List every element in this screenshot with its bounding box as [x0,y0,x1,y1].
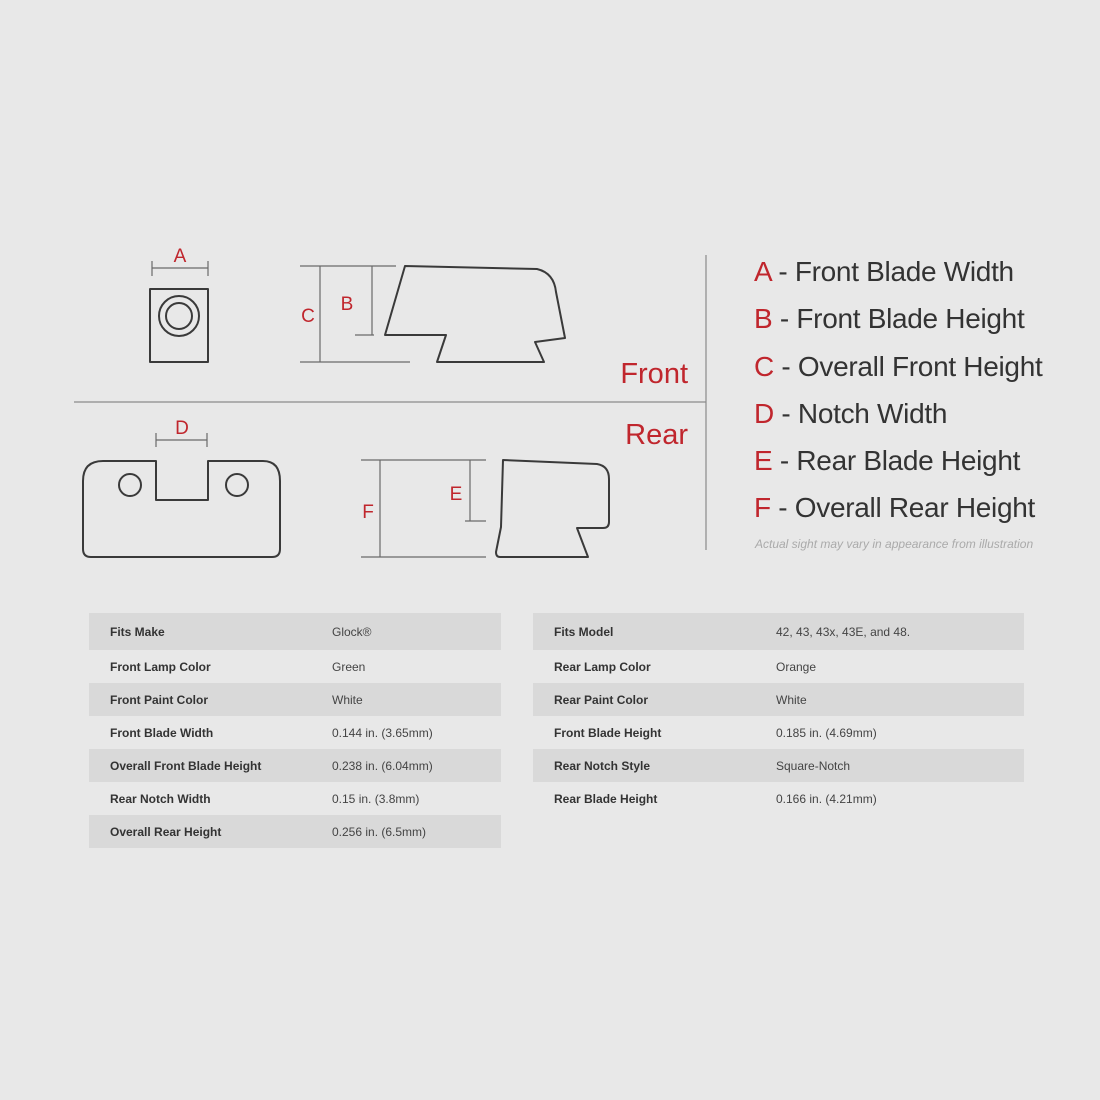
spec-value: White [332,683,501,716]
label-e: E [449,484,463,505]
spec-label: Overall Front Blade Height [89,749,332,782]
table-row [89,650,501,683]
rear-label: Rear [625,419,688,451]
spec-value: Glock® [332,613,501,650]
legend-key: F [754,492,771,524]
front-label: Front [620,358,688,390]
legend-item-f [754,484,1042,531]
legend-item-a [754,248,1042,295]
legend-item-e [754,437,1042,484]
specs-table-right [533,613,1024,815]
rear-sight-end-view [83,418,280,557]
spec-label: Rear Lamp Color [554,659,651,674]
legend-text: - Rear Blade Height [772,445,1021,477]
spec-value: 0.238 in. (6.04mm) [332,749,501,782]
legend-item-b [754,295,1042,342]
spec-label: Rear Blade Height [554,791,658,806]
dimension-legend [754,248,1042,532]
legend-key: D [754,397,774,429]
spec-value: 0.15 in. (3.8mm) [332,791,420,806]
legend-text: - Overall Front Height [773,350,1043,382]
label-a: A [173,246,187,267]
table-row [89,683,501,716]
legend-key: E [754,445,773,477]
spec-value: White [776,683,1024,716]
table-row [533,782,1024,815]
table-row [89,749,501,782]
table-row [533,613,1024,650]
spec-value: 0.166 in. (4.21mm) [776,791,877,806]
illustration-disclaimer: Actual sight may vary in appearance from illustration [755,537,1034,551]
spec-value: 0.256 in. (6.5mm) [332,815,501,848]
label-f: F [362,502,374,523]
legend-text: - Front Blade Width [770,256,1014,287]
specs-table-left [89,613,501,848]
spec-label: Fits Model [533,613,776,650]
spec-label: Overall Rear Height [89,815,332,848]
spec-label: Front Paint Color [89,683,332,716]
spec-value: Orange [776,659,817,674]
spec-label: Fits Make [89,613,332,650]
legend-key: C [754,350,774,382]
table-row [533,749,1024,782]
spec-value: 42, 43, 43x, 43E, and 48. [776,613,1024,650]
front-sight-side-view [300,266,565,362]
table-row [89,716,501,749]
spec-label: Rear Notch Width [110,791,211,806]
label-d: D [175,418,189,439]
legend-text: - Notch Width [773,397,948,429]
legend-key: A [754,256,771,287]
spec-value: Square-Notch [776,749,1024,782]
rear-sight-side-view [361,460,609,557]
legend-text: - Overall Rear Height [770,492,1035,524]
spec-value: Green [332,659,366,674]
legend-text: - Front Blade Height [772,303,1025,335]
spec-label: Rear Paint Color [533,683,776,716]
table-row [89,815,501,848]
spec-label: Front Blade Width [110,725,214,740]
table-row [533,716,1024,749]
spec-label: Rear Notch Style [533,749,776,782]
legend-item-c [754,343,1042,390]
spec-value: 0.144 in. (3.65mm) [332,725,433,740]
legend-item-d [754,390,1042,437]
table-row [89,782,501,815]
spec-label: Front Blade Height [554,725,662,740]
spec-label: Front Lamp Color [110,659,211,674]
table-row [89,613,501,650]
spec-value: 0.185 in. (4.69mm) [776,725,877,740]
table-row [533,683,1024,716]
table-row [533,650,1024,683]
legend-key: B [754,303,773,335]
label-b: B [340,294,354,315]
front-sight-end-view [150,246,208,362]
label-c: C [301,306,315,327]
